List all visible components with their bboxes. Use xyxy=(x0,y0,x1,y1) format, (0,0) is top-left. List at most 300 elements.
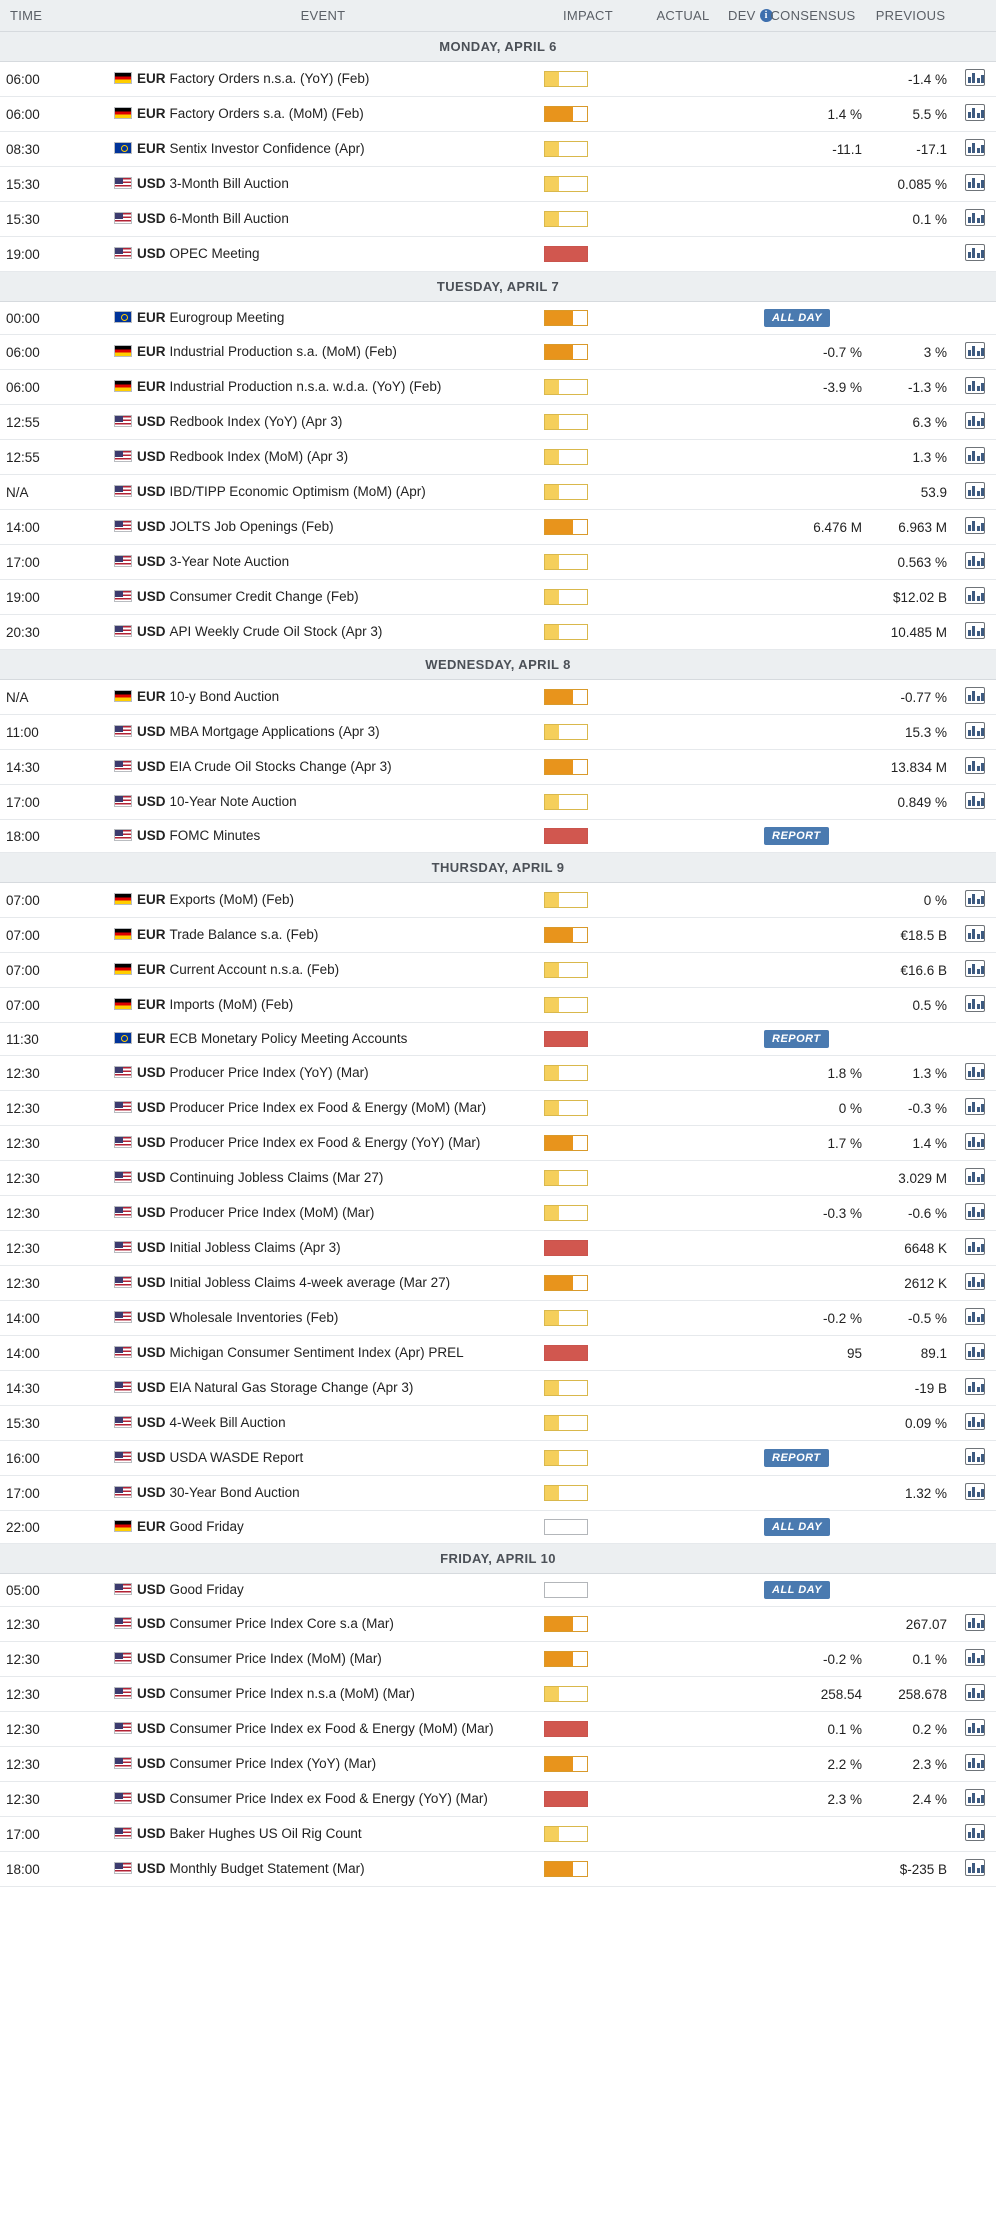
chart-cell[interactable] xyxy=(953,988,996,1023)
table-row[interactable] xyxy=(0,1782,996,1817)
event-cell[interactable] xyxy=(108,97,538,132)
bar-chart-icon[interactable] xyxy=(965,890,985,907)
impact-fill xyxy=(545,760,573,774)
bar-chart-icon[interactable] xyxy=(965,342,985,359)
chart-cell[interactable] xyxy=(953,1574,996,1607)
table-row[interactable] xyxy=(0,1266,996,1301)
event-name[interactable]: Continuing Jobless Claims (Mar 27) xyxy=(169,1169,384,1185)
event-cell[interactable] xyxy=(108,820,538,853)
table-row[interactable] xyxy=(0,715,996,750)
bar-chart-icon[interactable] xyxy=(965,1649,985,1666)
event-name[interactable]: MBA Mortgage Applications (Apr 3) xyxy=(169,723,380,739)
chart-cell[interactable] xyxy=(953,167,996,202)
bar-chart-icon[interactable] xyxy=(965,517,985,534)
chart-cell[interactable] xyxy=(953,918,996,953)
event-name[interactable]: JOLTS Job Openings (Feb) xyxy=(169,518,334,534)
table-row[interactable] xyxy=(0,97,996,132)
event-name[interactable]: Good Friday xyxy=(169,1581,244,1597)
event-name[interactable]: Exports (MoM) (Feb) xyxy=(169,891,295,907)
bar-chart-icon[interactable] xyxy=(965,377,985,394)
event-cell[interactable] xyxy=(108,953,538,988)
bar-chart-icon[interactable] xyxy=(965,1684,985,1701)
deviation-value xyxy=(728,1196,758,1231)
chart-cell[interactable] xyxy=(953,1161,996,1196)
event-time: 14:00 xyxy=(0,1336,108,1371)
column-header-impact[interactable]: IMPACT xyxy=(538,0,638,32)
table-row[interactable] xyxy=(0,62,996,97)
chart-cell[interactable] xyxy=(953,1712,996,1747)
column-header-actual[interactable]: ACTUAL xyxy=(638,0,728,32)
info-icon[interactable]: i xyxy=(760,9,773,22)
table-row[interactable] xyxy=(0,1607,996,1642)
table-row[interactable] xyxy=(0,440,996,475)
event-name[interactable]: Producer Price Index ex Food & Energy (YoY) (Mar) xyxy=(169,1134,481,1150)
chart-cell[interactable] xyxy=(953,953,996,988)
chart-cell[interactable] xyxy=(953,1677,996,1712)
chart-cell[interactable] xyxy=(953,750,996,785)
table-row[interactable] xyxy=(0,1126,996,1161)
event-cell[interactable] xyxy=(108,1712,538,1747)
impact-cell xyxy=(538,1161,638,1196)
event-cell[interactable] xyxy=(108,1441,538,1476)
bar-chart-icon[interactable] xyxy=(965,1483,985,1500)
event-name[interactable]: 6-Month Bill Auction xyxy=(169,210,289,226)
bar-chart-icon[interactable] xyxy=(965,1133,985,1150)
bar-chart-icon[interactable] xyxy=(965,1378,985,1395)
chart-cell[interactable] xyxy=(953,1642,996,1677)
chart-cell[interactable] xyxy=(953,615,996,650)
column-header-dev[interactable] xyxy=(728,0,768,32)
event-name[interactable]: Initial Jobless Claims (Apr 3) xyxy=(169,1239,341,1255)
event-name[interactable]: Producer Price Index (MoM) (Mar) xyxy=(169,1204,375,1220)
bar-chart-icon[interactable] xyxy=(965,792,985,809)
event-name[interactable]: Consumer Price Index Core s.a (Mar) xyxy=(169,1615,394,1631)
impact-cell xyxy=(538,202,638,237)
chart-cell[interactable] xyxy=(953,510,996,545)
chart-cell[interactable] xyxy=(953,1406,996,1441)
event-cell[interactable] xyxy=(108,510,538,545)
chart-cell[interactable] xyxy=(953,475,996,510)
bar-chart-icon[interactable] xyxy=(965,587,985,604)
table-row[interactable] xyxy=(0,883,996,918)
event-name[interactable]: Monthly Budget Statement (Mar) xyxy=(169,1860,365,1876)
chart-cell[interactable] xyxy=(953,1266,996,1301)
column-header-consensus[interactable]: CONSENSUS xyxy=(758,0,868,32)
event-cell[interactable] xyxy=(108,1511,538,1544)
event-name[interactable]: EIA Crude Oil Stocks Change (Apr 3) xyxy=(169,758,392,774)
table-row[interactable] xyxy=(0,335,996,370)
event-name[interactable]: 3-Month Bill Auction xyxy=(169,175,289,191)
table-row[interactable] xyxy=(0,1712,996,1747)
table-row[interactable] xyxy=(0,988,996,1023)
chart-cell[interactable] xyxy=(953,1747,996,1782)
impact-indicator-medium xyxy=(544,310,588,326)
event-cell[interactable] xyxy=(108,988,538,1023)
table-row[interactable] xyxy=(0,167,996,202)
event-cell[interactable] xyxy=(108,918,538,953)
event-cell[interactable] xyxy=(108,1056,538,1091)
event-time: 12:30 xyxy=(0,1747,108,1782)
event-cell[interactable] xyxy=(108,1231,538,1266)
chart-cell[interactable] xyxy=(953,1091,996,1126)
bar-chart-icon[interactable] xyxy=(965,1343,985,1360)
previous-value: $-235 B xyxy=(868,1852,953,1887)
table-row[interactable] xyxy=(0,1196,996,1231)
event-name[interactable]: Factory Orders n.s.a. (YoY) (Feb) xyxy=(169,70,370,86)
event-cell[interactable] xyxy=(108,1782,538,1817)
event-name[interactable]: Sentix Investor Confidence (Apr) xyxy=(169,140,365,156)
previous-value: 53.9 xyxy=(868,475,953,510)
table-row[interactable] xyxy=(0,132,996,167)
table-row[interactable] xyxy=(0,580,996,615)
actual-value xyxy=(638,1607,728,1642)
bar-chart-icon[interactable] xyxy=(965,69,985,86)
table-row[interactable] xyxy=(0,1023,996,1056)
flag-germany-icon xyxy=(114,72,132,84)
table-row[interactable] xyxy=(0,785,996,820)
column-header-previous[interactable]: PREVIOUS xyxy=(868,0,953,32)
bar-chart-icon[interactable] xyxy=(965,412,985,429)
chart-cell[interactable] xyxy=(953,1023,996,1056)
bar-chart-icon[interactable] xyxy=(965,722,985,739)
table-row[interactable] xyxy=(0,1336,996,1371)
chart-cell[interactable] xyxy=(953,302,996,335)
event-time: 12:30 xyxy=(0,1782,108,1817)
table-row[interactable] xyxy=(0,1747,996,1782)
currency-code: USD xyxy=(137,758,166,774)
chart-cell[interactable] xyxy=(953,132,996,167)
table-row[interactable] xyxy=(0,1476,996,1511)
event-cell[interactable] xyxy=(108,615,538,650)
event-cell[interactable] xyxy=(108,1301,538,1336)
event-name[interactable]: Producer Price Index (YoY) (Mar) xyxy=(169,1064,369,1080)
event-name[interactable]: Consumer Credit Change (Feb) xyxy=(169,588,359,604)
event-name[interactable]: Imports (MoM) (Feb) xyxy=(169,996,294,1012)
bar-chart-icon[interactable] xyxy=(965,1448,985,1465)
event-name[interactable]: 10-Year Note Auction xyxy=(169,793,297,809)
chart-cell[interactable] xyxy=(953,1301,996,1336)
event-cell[interactable] xyxy=(108,883,538,918)
day-label: WEDNESDAY, APRIL 8 xyxy=(0,650,996,680)
bar-chart-icon[interactable] xyxy=(965,925,985,942)
chart-cell[interactable] xyxy=(953,1852,996,1887)
consensus-value xyxy=(758,1023,868,1056)
chart-cell[interactable] xyxy=(953,1371,996,1406)
chart-cell[interactable] xyxy=(953,1231,996,1266)
bar-chart-icon[interactable] xyxy=(965,104,985,121)
event-name[interactable]: Industrial Production n.s.a. w.d.a. (YoY) (Feb) xyxy=(169,378,442,394)
table-row[interactable] xyxy=(0,918,996,953)
event-name[interactable]: Consumer Price Index (YoY) (Mar) xyxy=(169,1755,377,1771)
table-row[interactable] xyxy=(0,615,996,650)
event-cell[interactable] xyxy=(108,62,538,97)
consensus-value: 1.4 % xyxy=(758,97,868,132)
event-cell[interactable] xyxy=(108,1642,538,1677)
event-cell[interactable] xyxy=(108,680,538,715)
table-row[interactable] xyxy=(0,510,996,545)
table-row[interactable] xyxy=(0,953,996,988)
impact-indicator-low xyxy=(544,589,588,605)
actual-value xyxy=(638,1441,728,1476)
event-cell[interactable] xyxy=(108,1196,538,1231)
chart-cell[interactable] xyxy=(953,1056,996,1091)
event-cell[interactable] xyxy=(108,475,538,510)
bar-chart-icon[interactable] xyxy=(965,1273,985,1290)
chart-cell[interactable] xyxy=(953,680,996,715)
bar-chart-icon[interactable] xyxy=(965,1789,985,1806)
event-cell[interactable] xyxy=(108,405,538,440)
bar-chart-icon[interactable] xyxy=(965,244,985,261)
event-cell[interactable] xyxy=(108,1574,538,1607)
bar-chart-icon[interactable] xyxy=(965,139,985,156)
event-time: 15:30 xyxy=(0,167,108,202)
event-cell[interactable] xyxy=(108,1091,538,1126)
event-time: 11:30 xyxy=(0,1023,108,1056)
table-row[interactable] xyxy=(0,1852,996,1887)
chart-cell[interactable] xyxy=(953,715,996,750)
table-row[interactable] xyxy=(0,1817,996,1852)
chart-cell[interactable] xyxy=(953,1441,996,1476)
event-cell[interactable] xyxy=(108,440,538,475)
table-row[interactable] xyxy=(0,1301,996,1336)
table-row[interactable] xyxy=(0,750,996,785)
impact-fill xyxy=(545,1136,573,1150)
chart-cell[interactable] xyxy=(953,1817,996,1852)
impact-indicator-low xyxy=(544,962,588,978)
event-name[interactable]: Trade Balance s.a. (Feb) xyxy=(169,926,319,942)
currency-code: EUR xyxy=(137,1518,166,1534)
event-name[interactable]: ECB Monetary Policy Meeting Accounts xyxy=(169,1030,408,1046)
bar-chart-icon[interactable] xyxy=(965,687,985,704)
chart-cell[interactable] xyxy=(953,820,996,853)
event-cell[interactable] xyxy=(108,237,538,272)
event-cell[interactable] xyxy=(108,1371,538,1406)
event-time: 14:30 xyxy=(0,1371,108,1406)
bar-chart-icon[interactable] xyxy=(965,174,985,191)
event-name[interactable]: Current Account n.s.a. (Feb) xyxy=(169,961,340,977)
chart-cell[interactable] xyxy=(953,237,996,272)
table-row[interactable] xyxy=(0,237,996,272)
table-row[interactable] xyxy=(0,1642,996,1677)
previous-value: 0.1 % xyxy=(868,202,953,237)
bar-chart-icon[interactable] xyxy=(965,482,985,499)
event-name[interactable]: 4-Week Bill Auction xyxy=(169,1414,286,1430)
event-cell[interactable] xyxy=(108,1266,538,1301)
flag-us-icon xyxy=(114,555,132,567)
bar-chart-icon[interactable] xyxy=(965,1168,985,1185)
chart-cell[interactable] xyxy=(953,1782,996,1817)
bar-chart-icon[interactable] xyxy=(965,960,985,977)
table-row[interactable] xyxy=(0,1677,996,1712)
event-cell[interactable] xyxy=(108,580,538,615)
table-row[interactable] xyxy=(0,1091,996,1126)
chart-cell[interactable] xyxy=(953,202,996,237)
event-cell[interactable] xyxy=(108,302,538,335)
bar-chart-icon[interactable] xyxy=(965,209,985,226)
chart-cell[interactable] xyxy=(953,1607,996,1642)
event-cell[interactable] xyxy=(108,1677,538,1712)
table-row[interactable] xyxy=(0,1511,996,1544)
bar-chart-icon[interactable] xyxy=(965,1063,985,1080)
chart-cell[interactable] xyxy=(953,335,996,370)
bar-chart-icon[interactable] xyxy=(965,1754,985,1771)
event-name[interactable]: Factory Orders s.a. (MoM) (Feb) xyxy=(169,105,364,121)
table-row[interactable] xyxy=(0,1371,996,1406)
table-row[interactable] xyxy=(0,405,996,440)
event-name[interactable]: Michigan Consumer Sentiment Index (Apr) PREL xyxy=(169,1344,464,1360)
column-header-event[interactable]: EVENT xyxy=(108,0,538,32)
flag-us-icon xyxy=(114,1346,132,1358)
table-row[interactable] xyxy=(0,302,996,335)
event-name[interactable]: API Weekly Crude Oil Stock (Apr 3) xyxy=(169,623,383,639)
table-row[interactable] xyxy=(0,545,996,580)
consensus-value: -0.2 % xyxy=(758,1642,868,1677)
event-name[interactable]: Wholesale Inventories (Feb) xyxy=(169,1309,339,1325)
table-row[interactable] xyxy=(0,202,996,237)
table-row[interactable] xyxy=(0,1441,996,1476)
event-name[interactable]: Baker Hughes US Oil Rig Count xyxy=(169,1825,362,1841)
impact-fill xyxy=(545,485,559,499)
bar-chart-icon[interactable] xyxy=(965,1098,985,1115)
actual-value xyxy=(638,1023,728,1056)
bar-chart-icon[interactable] xyxy=(965,1308,985,1325)
flag-us-icon xyxy=(114,1827,132,1839)
event-name[interactable]: 10-y Bond Auction xyxy=(169,688,280,704)
chart-cell[interactable] xyxy=(953,1126,996,1161)
event-cell[interactable] xyxy=(108,1336,538,1371)
chart-cell[interactable] xyxy=(953,785,996,820)
chart-cell[interactable] xyxy=(953,1196,996,1231)
table-row[interactable] xyxy=(0,1574,996,1607)
event-cell[interactable] xyxy=(108,715,538,750)
deviation-value xyxy=(728,988,758,1023)
table-row[interactable] xyxy=(0,1231,996,1266)
event-cell[interactable] xyxy=(108,1817,538,1852)
event-name[interactable]: Good Friday xyxy=(169,1518,244,1534)
consensus-value xyxy=(758,785,868,820)
chart-cell[interactable] xyxy=(953,1336,996,1371)
bar-chart-icon[interactable] xyxy=(965,1859,985,1876)
impact-indicator-medium xyxy=(544,1756,588,1772)
event-cell[interactable] xyxy=(108,545,538,580)
impact-fill xyxy=(545,1346,587,1360)
event-name[interactable]: Initial Jobless Claims 4-week average (Mar 27) xyxy=(169,1274,451,1290)
impact-cell xyxy=(538,1056,638,1091)
event-cell[interactable] xyxy=(108,1476,538,1511)
actual-value xyxy=(638,1511,728,1544)
table-row[interactable] xyxy=(0,1161,996,1196)
bar-chart-icon[interactable] xyxy=(965,552,985,569)
event-cell[interactable] xyxy=(108,1126,538,1161)
event-cell[interactable] xyxy=(108,132,538,167)
chart-cell[interactable] xyxy=(953,440,996,475)
event-name[interactable]: Consumer Price Index ex Food & Energy (MoM) (Mar) xyxy=(169,1720,494,1736)
chart-cell[interactable] xyxy=(953,1511,996,1544)
event-name[interactable]: Eurogroup Meeting xyxy=(169,309,285,325)
event-name[interactable]: EIA Natural Gas Storage Change (Apr 3) xyxy=(169,1379,414,1395)
consensus-value xyxy=(758,615,868,650)
currency-code: USD xyxy=(137,210,166,226)
currency-code: USD xyxy=(137,1169,166,1185)
event-name[interactable]: USDA WASDE Report xyxy=(169,1449,304,1465)
impact-indicator-medium xyxy=(544,1861,588,1877)
event-name[interactable]: Redbook Index (MoM) (Apr 3) xyxy=(169,448,349,464)
event-name[interactable]: Consumer Price Index (MoM) (Mar) xyxy=(169,1650,382,1666)
event-cell[interactable] xyxy=(108,370,538,405)
bar-chart-icon[interactable] xyxy=(965,995,985,1012)
table-row[interactable] xyxy=(0,820,996,853)
bar-chart-icon[interactable] xyxy=(965,1719,985,1736)
bar-chart-icon[interactable] xyxy=(965,1614,985,1631)
event-cell[interactable] xyxy=(108,785,538,820)
table-row[interactable] xyxy=(0,680,996,715)
bar-chart-icon[interactable] xyxy=(965,1824,985,1841)
deviation-value xyxy=(728,918,758,953)
impact-indicator-medium xyxy=(544,759,588,775)
column-header-time[interactable]: TIME xyxy=(0,0,108,32)
bar-chart-icon[interactable] xyxy=(965,1238,985,1255)
event-name[interactable]: Consumer Price Index n.s.a (MoM) (Mar) xyxy=(169,1685,415,1701)
event-cell[interactable] xyxy=(108,202,538,237)
chart-cell[interactable] xyxy=(953,97,996,132)
bar-chart-icon[interactable] xyxy=(965,447,985,464)
chart-cell[interactable] xyxy=(953,62,996,97)
chart-cell[interactable] xyxy=(953,405,996,440)
bar-chart-icon[interactable] xyxy=(965,1203,985,1220)
bar-chart-icon[interactable] xyxy=(965,622,985,639)
chart-cell[interactable] xyxy=(953,883,996,918)
event-name[interactable]: 3-Year Note Auction xyxy=(169,553,290,569)
chart-cell[interactable] xyxy=(953,545,996,580)
event-name[interactable]: Producer Price Index ex Food & Energy (MoM) (Mar) xyxy=(169,1099,487,1115)
bar-chart-icon[interactable] xyxy=(965,1413,985,1430)
event-name[interactable]: Consumer Price Index ex Food & Energy (YoY) (Mar) xyxy=(169,1790,488,1806)
chart-cell[interactable] xyxy=(953,1476,996,1511)
chart-cell[interactable] xyxy=(953,370,996,405)
event-cell[interactable] xyxy=(108,1161,538,1196)
impact-cell xyxy=(538,167,638,202)
event-cell[interactable] xyxy=(108,1607,538,1642)
bar-chart-icon[interactable] xyxy=(965,757,985,774)
actual-value xyxy=(638,1476,728,1511)
day-separator-row xyxy=(0,1544,996,1574)
table-row[interactable] xyxy=(0,1056,996,1091)
consensus-value xyxy=(758,715,868,750)
consensus-value xyxy=(758,953,868,988)
event-name[interactable]: 30-Year Bond Auction xyxy=(169,1484,300,1500)
event-name[interactable]: FOMC Minutes xyxy=(169,827,261,843)
chart-cell[interactable] xyxy=(953,580,996,615)
event-name[interactable]: IBD/TIPP Economic Optimism (MoM) (Apr) xyxy=(169,483,426,499)
event-name[interactable]: Redbook Index (YoY) (Apr 3) xyxy=(169,413,343,429)
flag-us-icon xyxy=(114,1416,132,1428)
event-cell[interactable] xyxy=(108,1747,538,1782)
actual-value xyxy=(638,167,728,202)
table-row[interactable] xyxy=(0,1406,996,1441)
event-cell[interactable] xyxy=(108,167,538,202)
event-name[interactable]: Industrial Production s.a. (MoM) (Feb) xyxy=(169,343,397,359)
event-cell[interactable] xyxy=(108,335,538,370)
event-name[interactable]: OPEC Meeting xyxy=(169,245,260,261)
event-cell[interactable] xyxy=(108,1023,538,1056)
event-time: 12:30 xyxy=(0,1712,108,1747)
event-cell[interactable] xyxy=(108,1852,538,1887)
impact-indicator-medium xyxy=(544,1135,588,1151)
table-row[interactable] xyxy=(0,370,996,405)
table-row[interactable] xyxy=(0,475,996,510)
event-cell[interactable] xyxy=(108,1406,538,1441)
event-cell[interactable] xyxy=(108,750,538,785)
